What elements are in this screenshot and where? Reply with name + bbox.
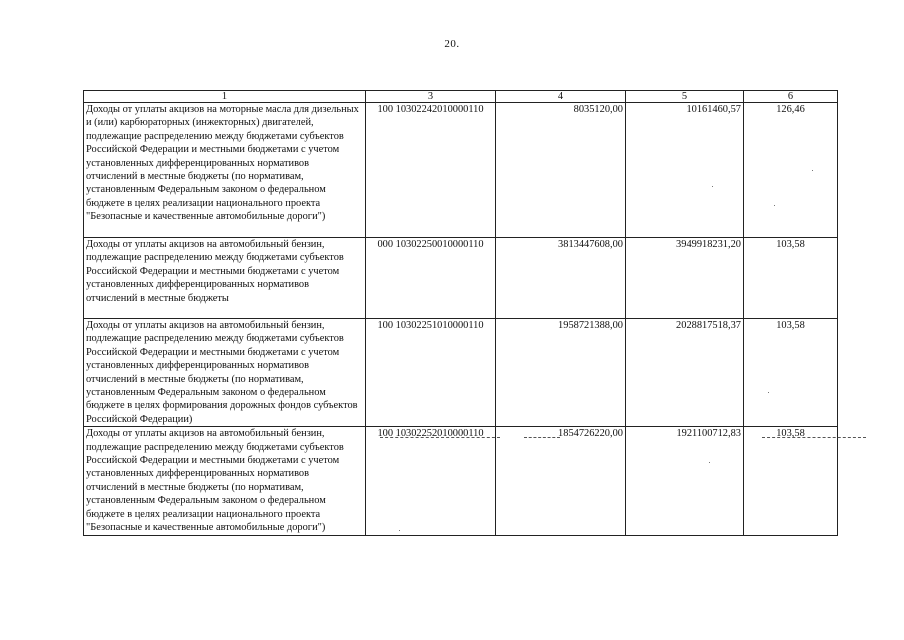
table-header-row	[84, 91, 838, 103]
scan-speck	[812, 170, 813, 171]
row-col6-cell: 126,46	[744, 103, 838, 238]
scan-speck	[399, 530, 400, 531]
row-col4-cell: 3813447608,00	[496, 238, 626, 319]
table-row	[84, 103, 838, 238]
page-number: 20.	[444, 38, 460, 50]
row-code-cell: 100 10302251010000110	[366, 319, 496, 427]
row-col5-cell: 10161460,57	[626, 103, 744, 238]
row-name-cell: Доходы от уплаты акцизов на моторные масла для дизельных и (или) карбюраторных (инжекторных) двигателей, подлежащие распределению между бюджетами субъектов Российской Федерации и местными бюджетами с учетом установленных дифференцированных нормативов отчислений в местные бюджеты (по нормативам, установленным Федеральным законом о федеральном бюджете в целях реализации национального проекта "Безопасные и качественные автомобильные дороги")	[84, 103, 366, 238]
row-col5-cell: 3949918231,20	[626, 238, 744, 319]
header-col-6: 6	[744, 91, 838, 103]
table-row	[84, 427, 838, 535]
header-col-4: 4	[496, 91, 626, 103]
scan-speck	[712, 186, 713, 187]
scan-speck	[709, 462, 710, 463]
table-row	[84, 319, 838, 427]
row-code-cell: 000 10302250010000110	[366, 238, 496, 319]
scan-speck	[774, 205, 775, 206]
scan-dash-mark	[524, 437, 560, 438]
row-col5-cell: 1921100712,83	[626, 427, 744, 535]
row-col4-cell: 1854726220,00	[496, 427, 626, 535]
row-name-cell: Доходы от уплаты акцизов на автомобильный бензин, подлежащие распределению между бюджетами субъектов Российской Федерации и местными бюджетами с учетом установленных дифференцированных нормативов отчислений в местные бюджеты (по нормативам, установленным Федеральным законом о федеральном бюджете в целях реализации национального проекта "Безопасные и качественные автомобильные дороги")	[84, 427, 366, 535]
row-col6-cell: 103,58	[744, 319, 838, 427]
row-col4-cell: 8035120,00	[496, 103, 626, 238]
scan-speck	[768, 392, 769, 393]
budget-revenue-table	[83, 90, 838, 536]
header-col-5: 5	[626, 91, 744, 103]
row-col5-cell: 2028817518,37	[626, 319, 744, 427]
row-name-cell: Доходы от уплаты акцизов на автомобильный бензин, подлежащие распределению между бюджетами субъектов Российской Федерации и местными бюджетами с учетом установленных дифференцированных нормативов отчислений в местные бюджеты (по нормативам, установленным Федеральным законом о федеральном бюджете в целях формирования дорожных фондов субъектов Российской Федерации)	[84, 319, 366, 427]
row-code-cell: 100 10302242010000110	[366, 103, 496, 238]
row-code-cell: 100 10302252010000110	[366, 427, 496, 535]
row-col4-cell: 1958721388,00	[496, 319, 626, 427]
header-col-3: 3	[366, 91, 496, 103]
scan-dash-mark	[762, 437, 866, 438]
table-row	[84, 238, 838, 319]
row-col6-cell: 103,58	[744, 238, 838, 319]
header-col-1: 1	[84, 91, 366, 103]
row-col6-cell: 103,58	[744, 427, 838, 535]
scan-dash-mark	[380, 437, 500, 438]
row-name-cell: Доходы от уплаты акцизов на автомобильный бензин, подлежащие распределению между бюджетами субъектов Российской Федерации и местными бюджетами с учетом установленных дифференцированных нормативов отчислений в местные бюджеты	[84, 238, 366, 319]
